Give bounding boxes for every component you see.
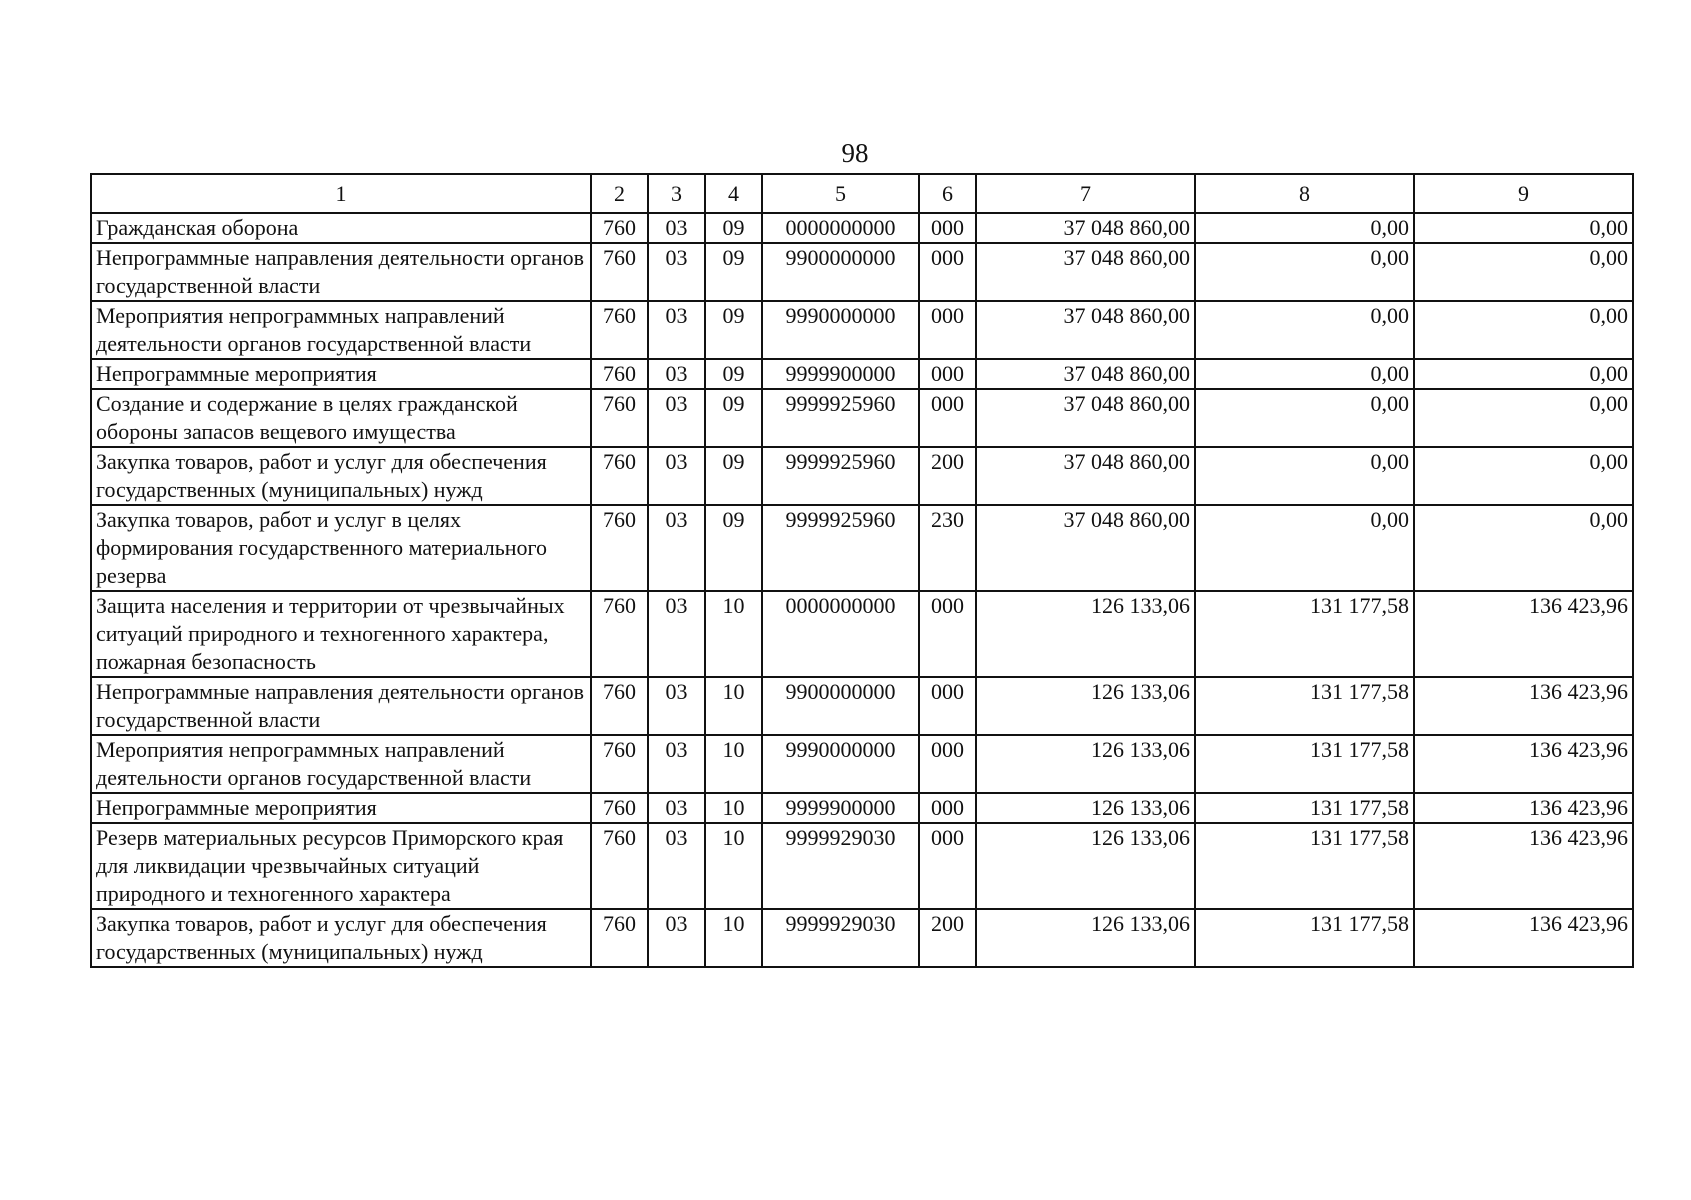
code-cell: 0000000000	[762, 213, 919, 243]
amount-cell: 37 048 860,00	[976, 213, 1195, 243]
budget-table	[90, 173, 1634, 968]
amount-cell: 0,00	[1414, 359, 1633, 389]
code-cell: 03	[648, 591, 705, 677]
code-cell: 0000000000	[762, 591, 919, 677]
amount-cell: 131 177,58	[1195, 909, 1414, 967]
column-header: 7	[976, 174, 1195, 213]
code-cell: 09	[705, 359, 762, 389]
code-cell: 10	[705, 793, 762, 823]
table-row	[91, 389, 1633, 447]
amount-cell: 136 423,96	[1414, 735, 1633, 793]
code-cell: 03	[648, 243, 705, 301]
amount-cell: 37 048 860,00	[976, 447, 1195, 505]
code-cell: 09	[705, 389, 762, 447]
code-cell: 9999925960	[762, 447, 919, 505]
amount-cell: 0,00	[1195, 359, 1414, 389]
table-row	[91, 677, 1633, 735]
code-cell: 760	[591, 909, 648, 967]
header-row	[91, 174, 1633, 213]
amount-cell: 136 423,96	[1414, 909, 1633, 967]
column-header: 5	[762, 174, 919, 213]
code-cell: 03	[648, 735, 705, 793]
table-row	[91, 213, 1633, 243]
code-cell: 09	[705, 213, 762, 243]
code-cell: 760	[591, 505, 648, 591]
code-cell: 9900000000	[762, 677, 919, 735]
code-cell: 200	[919, 447, 976, 505]
amount-cell: 136 423,96	[1414, 591, 1633, 677]
code-cell: 03	[648, 677, 705, 735]
code-cell: 10	[705, 677, 762, 735]
code-cell: 760	[591, 243, 648, 301]
code-cell: 9999900000	[762, 793, 919, 823]
row-name: Защита населения и территории от чрезвычайных ситуаций природного и техногенного характера, пожарная безопасность	[91, 591, 591, 677]
amount-cell: 0,00	[1414, 389, 1633, 447]
amount-cell: 126 133,06	[976, 823, 1195, 909]
amount-cell: 37 048 860,00	[976, 301, 1195, 359]
amount-cell: 0,00	[1414, 505, 1633, 591]
amount-cell: 131 177,58	[1195, 823, 1414, 909]
code-cell: 03	[648, 213, 705, 243]
code-cell: 000	[919, 301, 976, 359]
code-cell: 760	[591, 389, 648, 447]
code-cell: 760	[591, 213, 648, 243]
code-cell: 000	[919, 359, 976, 389]
amount-cell: 0,00	[1414, 301, 1633, 359]
row-name: Резерв материальных ресурсов Приморского края для ликвидации чрезвычайных ситуаций природного и техногенного характера	[91, 823, 591, 909]
code-cell: 760	[591, 359, 648, 389]
row-name: Непрограммные направления деятельности органов государственной власти	[91, 243, 591, 301]
row-name: Создание и содержание в целях гражданской обороны запасов вещевого имущества	[91, 389, 591, 447]
code-cell: 9999900000	[762, 359, 919, 389]
amount-cell: 131 177,58	[1195, 735, 1414, 793]
code-cell: 03	[648, 909, 705, 967]
amount-cell: 0,00	[1414, 243, 1633, 301]
amount-cell: 131 177,58	[1195, 677, 1414, 735]
code-cell: 03	[648, 447, 705, 505]
amount-cell: 0,00	[1414, 447, 1633, 505]
amount-cell: 126 133,06	[976, 735, 1195, 793]
code-cell: 9999929030	[762, 823, 919, 909]
code-cell: 03	[648, 389, 705, 447]
code-cell: 200	[919, 909, 976, 967]
amount-cell: 131 177,58	[1195, 793, 1414, 823]
row-name: Закупка товаров, работ и услуг для обеспечения государственных (муниципальных) нужд	[91, 447, 591, 505]
code-cell: 760	[591, 591, 648, 677]
table-row	[91, 505, 1633, 591]
table-row	[91, 359, 1633, 389]
table-row	[91, 447, 1633, 505]
code-cell: 000	[919, 389, 976, 447]
code-cell: 03	[648, 359, 705, 389]
code-cell: 000	[919, 243, 976, 301]
amount-cell: 126 133,06	[976, 909, 1195, 967]
code-cell: 760	[591, 735, 648, 793]
code-cell: 000	[919, 793, 976, 823]
code-cell: 9990000000	[762, 301, 919, 359]
code-cell: 9999929030	[762, 909, 919, 967]
code-cell: 10	[705, 823, 762, 909]
table-row	[91, 823, 1633, 909]
amount-cell: 136 423,96	[1414, 823, 1633, 909]
code-cell: 760	[591, 793, 648, 823]
code-cell: 03	[648, 823, 705, 909]
table-row	[91, 243, 1633, 301]
column-header: 6	[919, 174, 976, 213]
amount-cell: 0,00	[1414, 213, 1633, 243]
code-cell: 000	[919, 677, 976, 735]
amount-cell: 0,00	[1195, 213, 1414, 243]
row-name: Мероприятия непрограммных направлений деятельности органов государственной власти	[91, 735, 591, 793]
code-cell: 000	[919, 823, 976, 909]
row-name: Непрограммные направления деятельности органов государственной власти	[91, 677, 591, 735]
code-cell: 230	[919, 505, 976, 591]
column-header: 3	[648, 174, 705, 213]
row-name: Непрограммные мероприятия	[91, 793, 591, 823]
table-row	[91, 909, 1633, 967]
code-cell: 03	[648, 505, 705, 591]
amount-cell: 0,00	[1195, 389, 1414, 447]
code-cell: 10	[705, 591, 762, 677]
row-name: Закупка товаров, работ и услуг для обеспечения государственных (муниципальных) нужд	[91, 909, 591, 967]
code-cell: 09	[705, 447, 762, 505]
amount-cell: 126 133,06	[976, 677, 1195, 735]
code-cell: 03	[648, 793, 705, 823]
code-cell: 03	[648, 301, 705, 359]
amount-cell: 131 177,58	[1195, 591, 1414, 677]
code-cell: 000	[919, 213, 976, 243]
amount-cell: 0,00	[1195, 243, 1414, 301]
column-header: 4	[705, 174, 762, 213]
code-cell: 09	[705, 505, 762, 591]
row-name: Непрограммные мероприятия	[91, 359, 591, 389]
table-row	[91, 301, 1633, 359]
page-number: 98	[841, 138, 869, 168]
amount-cell: 37 048 860,00	[976, 359, 1195, 389]
amount-cell: 0,00	[1195, 301, 1414, 359]
amount-cell: 37 048 860,00	[976, 243, 1195, 301]
code-cell: 760	[591, 301, 648, 359]
amount-cell: 37 048 860,00	[976, 389, 1195, 447]
row-name: Гражданская оборона	[91, 213, 591, 243]
code-cell: 09	[705, 243, 762, 301]
code-cell: 9990000000	[762, 735, 919, 793]
amount-cell: 136 423,96	[1414, 793, 1633, 823]
code-cell: 10	[705, 735, 762, 793]
amount-cell: 126 133,06	[976, 591, 1195, 677]
column-header: 2	[591, 174, 648, 213]
code-cell: 760	[591, 823, 648, 909]
code-cell: 000	[919, 591, 976, 677]
code-cell: 9999925960	[762, 505, 919, 591]
amount-cell: 0,00	[1195, 505, 1414, 591]
table-row	[91, 591, 1633, 677]
column-header: 1	[91, 174, 591, 213]
table-row	[91, 735, 1633, 793]
row-name: Закупка товаров, работ и услуг в целях формирования государственного материального резерва	[91, 505, 591, 591]
code-cell: 09	[705, 301, 762, 359]
amount-cell: 136 423,96	[1414, 677, 1633, 735]
code-cell: 10	[705, 909, 762, 967]
amount-cell: 0,00	[1195, 447, 1414, 505]
amount-cell: 37 048 860,00	[976, 505, 1195, 591]
code-cell: 000	[919, 735, 976, 793]
row-name: Мероприятия непрограммных направлений деятельности органов государственной власти	[91, 301, 591, 359]
table-row	[91, 793, 1633, 823]
code-cell: 9900000000	[762, 243, 919, 301]
code-cell: 9999925960	[762, 389, 919, 447]
code-cell: 760	[591, 677, 648, 735]
table-body	[91, 213, 1633, 967]
code-cell: 760	[591, 447, 648, 505]
column-header: 8	[1195, 174, 1414, 213]
column-header: 9	[1414, 174, 1633, 213]
amount-cell: 126 133,06	[976, 793, 1195, 823]
